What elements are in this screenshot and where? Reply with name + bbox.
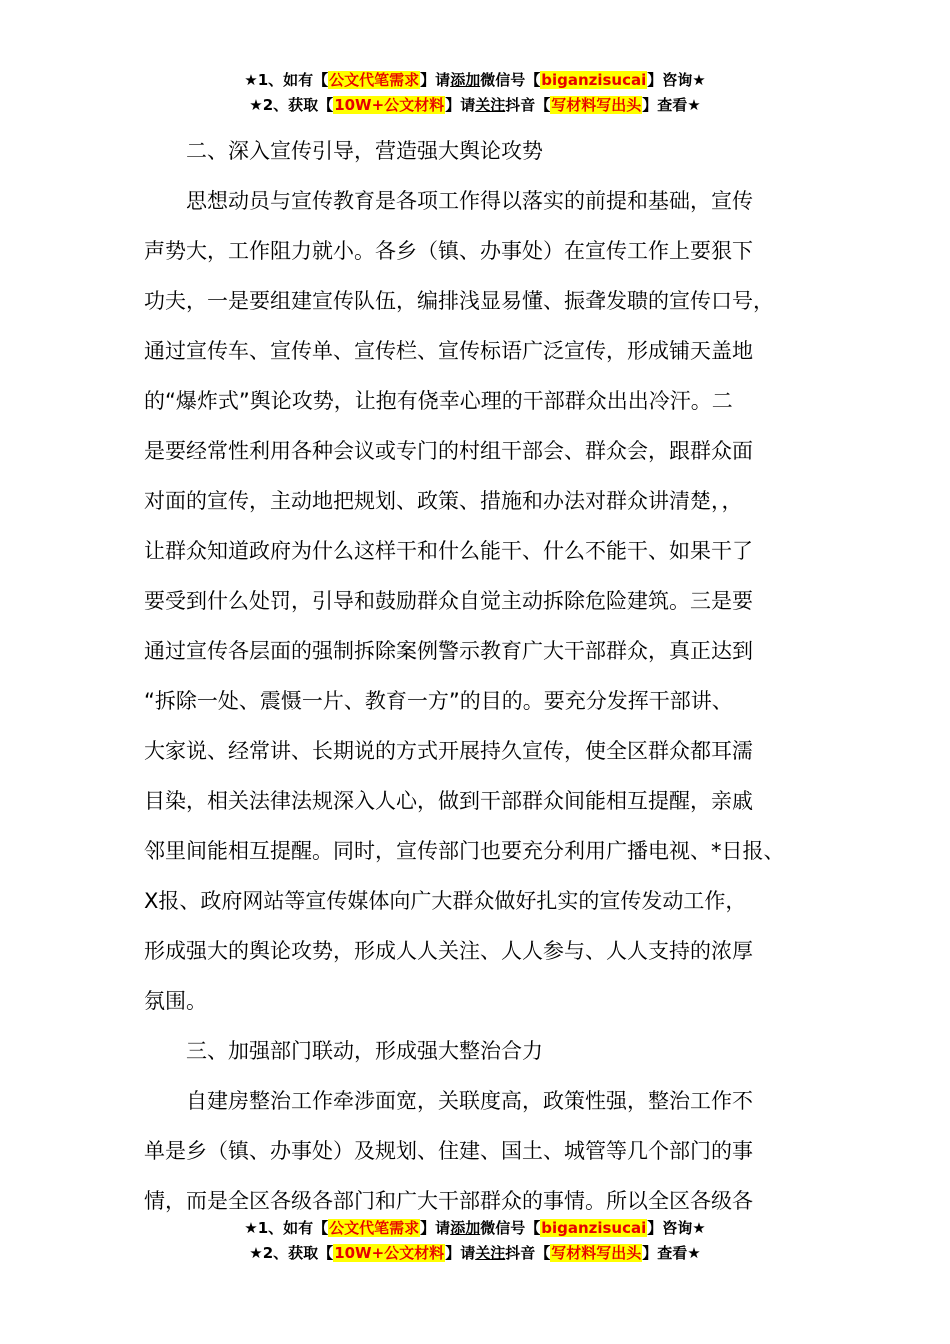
banner-underlined: 添加 <box>450 1219 481 1237</box>
banner-text: 】请 <box>420 1219 451 1237</box>
text-line: 让群众知道政府为什么这样干和什么能干、什么不能干、如果干了 <box>144 539 753 563</box>
paragraph <box>144 176 816 1026</box>
text-line: 是要经常性利用各种会议或专门的村组干部会、群众会，跟群众面 <box>144 439 753 463</box>
text-line: “拆除一处、震慑一片、教育一方”的目的。要充分发挥干部讲、 <box>144 689 733 713</box>
text-line: 要受到什么处罚，引导和鼓励群众自觉主动拆除危险建筑。三是要 <box>144 589 753 613</box>
text-line: 自建房整治工作牵涉面宽，关联度高，政策性强，整治工作不 <box>186 1089 753 1113</box>
banner-highlight: 公文代笔需求 <box>329 1219 420 1237</box>
banner-text: 】请 <box>445 96 476 114</box>
banner-text: 】咨询★ <box>647 71 706 89</box>
section-heading: 三、加强部门联动，形成强大整治合力 <box>186 1039 543 1063</box>
text-line: 邻里间能相互提醒。同时，宣传部门也要充分利用广播电视、*日报、 <box>144 839 785 863</box>
banner-text: 抖音【 <box>505 1244 551 1262</box>
banner-text: 微信号【 <box>480 71 541 89</box>
banner-highlight: 写材料写出头 <box>551 96 642 114</box>
text-line: X报、政府网站等宣传媒体向广大群众做好扎实的宣传发动工作， <box>144 889 747 913</box>
banner-line-1 <box>0 1216 950 1241</box>
banner-text: 微信号【 <box>480 1219 541 1237</box>
paragraph <box>144 1076 816 1226</box>
text-line: 单是乡（镇、办事处）及规划、住建、国土、城管等几个部门的事 <box>144 1139 753 1163</box>
banner-highlight: 10W+公文材料 <box>334 96 445 114</box>
banner-underlined: 添加 <box>450 71 481 89</box>
banner-highlight: 写材料写出头 <box>551 1244 642 1262</box>
header-banner <box>0 68 950 118</box>
banner-text: 】请 <box>420 71 451 89</box>
text-line: 形成强大的舆论攻势，形成人人关注、人人参与、人人支持的浓厚 <box>144 939 753 963</box>
text-line: 目染，相关法律法规深入人心，做到干部群众间能相互提醒，亲戚 <box>144 789 753 813</box>
banner-text: ★1、如有【 <box>244 1219 329 1237</box>
text-line: 思想动员与宣传教育是各项工作得以落实的前提和基础，宣传 <box>186 189 753 213</box>
banner-text: 抖音【 <box>505 96 551 114</box>
text-line: 通过宣传各层面的强制拆除案例警示教育广大干部群众，真正达到 <box>144 639 753 663</box>
banner-text: 】咨询★ <box>647 1219 706 1237</box>
banner-line-2 <box>0 93 950 118</box>
section-heading: 二、深入宣传引导，营造强大舆论攻势 <box>186 139 543 163</box>
banner-highlight: 公文代笔需求 <box>329 71 420 89</box>
document-body <box>144 126 816 1226</box>
text-line: 大家说、经常讲、长期说的方式开展持久宣传，使全区群众都耳濡 <box>144 739 753 763</box>
text-line: 的“爆炸式”舆论攻势，让抱有侥幸心理的干部群众出出冷汗。二 <box>144 389 733 413</box>
banner-text: 】请 <box>445 1244 476 1262</box>
text-line: 通过宣传车、宣传单、宣传栏、宣传标语广泛宣传，形成铺天盖地 <box>144 339 753 363</box>
banner-text: ★2、获取【 <box>249 96 334 114</box>
banner-line-1 <box>0 68 950 93</box>
banner-underlined: 关注 <box>475 1244 506 1262</box>
text-line: 声势大，工作阻力就小。各乡（镇、办事处）在宣传工作上要狠下 <box>144 239 753 263</box>
banner-line-2 <box>0 1241 950 1266</box>
banner-underlined: 关注 <box>475 96 506 114</box>
banner-highlight: biganzisucai <box>541 71 647 89</box>
banner-text: 】查看★ <box>642 96 701 114</box>
footer-banner <box>0 1216 950 1266</box>
banner-text: ★1、如有【 <box>244 71 329 89</box>
text-line: 对面的宣传，主动地把规划、政策、措施和办法对群众讲清楚，， <box>144 489 743 513</box>
banner-text: 】查看★ <box>642 1244 701 1262</box>
text-line: 情，而是全区各级各部门和广大干部群众的事情。所以全区各级各 <box>144 1189 753 1213</box>
banner-highlight: 10W+公文材料 <box>334 1244 445 1262</box>
banner-text: ★2、获取【 <box>249 1244 334 1262</box>
text-line: 功夫，一是要组建宣传队伍，编排浅显易懂、振聋发聩的宣传口号， <box>144 289 774 313</box>
text-line: 氛围。 <box>144 989 207 1013</box>
banner-highlight: biganzisucai <box>541 1219 647 1237</box>
